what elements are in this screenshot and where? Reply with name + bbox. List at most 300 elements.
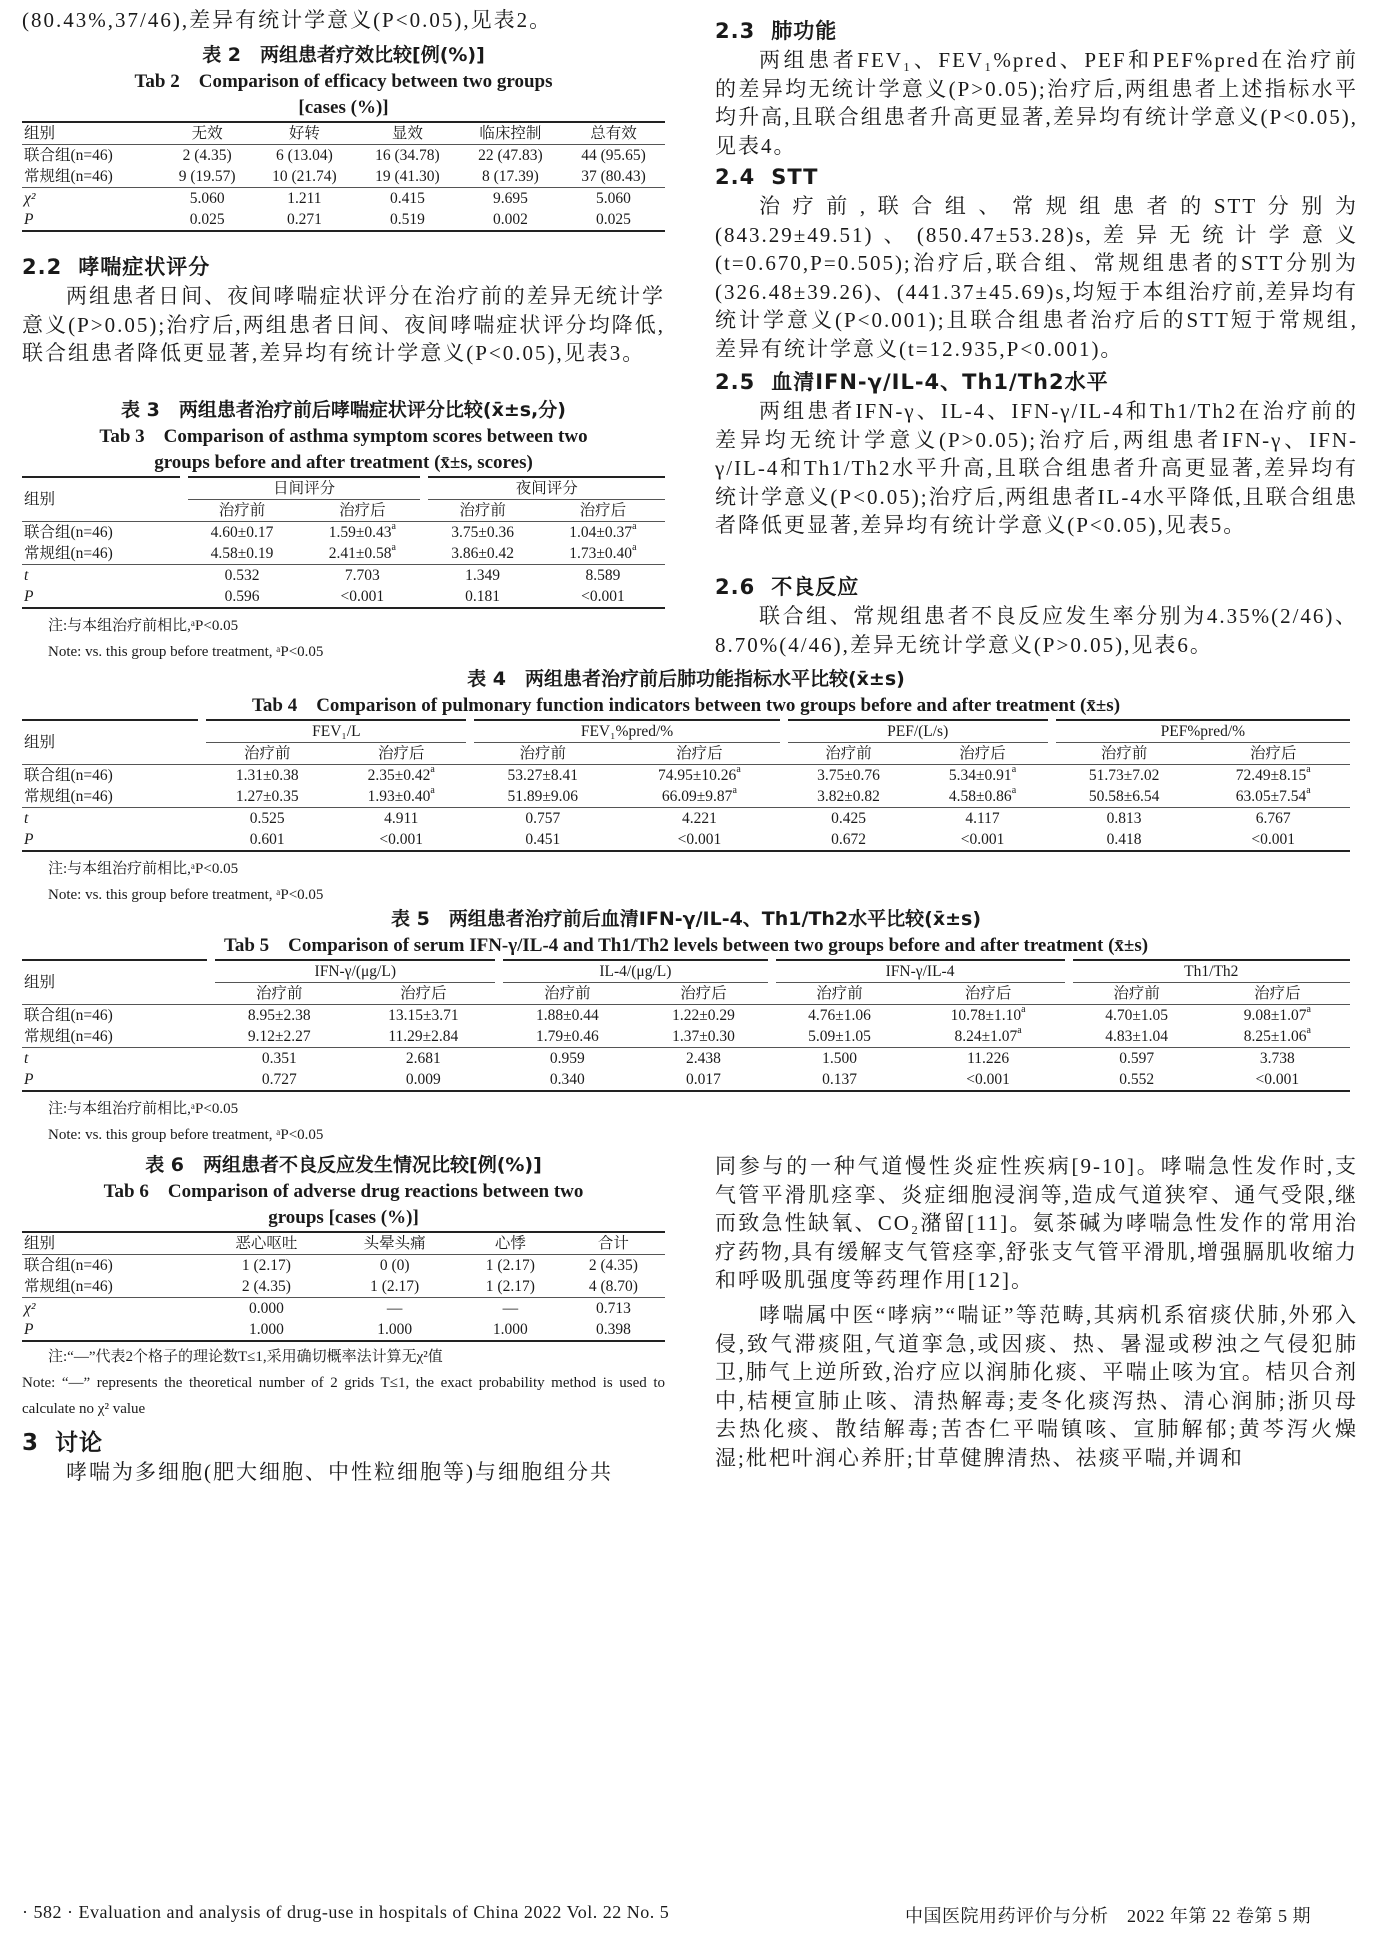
table-cell <box>913 786 1051 808</box>
table-cell: 0.601 <box>249 831 285 848</box>
table-cell: 0.672 <box>831 831 866 848</box>
row-label: 联合组(n=46) <box>24 1257 113 1274</box>
table-cell <box>615 786 783 808</box>
column-header: 治疗后 <box>300 500 424 522</box>
significance-marker: a <box>391 521 396 532</box>
table-row <box>22 1005 1350 1027</box>
table-3-block <box>22 397 665 665</box>
section-heading <box>22 252 665 282</box>
table-cell: 4.83±1.04 <box>1105 1028 1169 1045</box>
section-2-3 <box>715 16 1358 160</box>
group-header: PEF%pred/% <box>1052 720 1350 743</box>
table-cell: 8 (17.39) <box>482 168 539 185</box>
stat-label: t <box>22 808 202 830</box>
table-cell: 4.117 <box>913 808 1051 830</box>
table-row <box>22 1026 1350 1048</box>
table-cell: 0.181 <box>465 588 501 605</box>
continued-text: (80.43%,37/46),差异有统计学意义(P<0.05),见表2。 <box>22 8 553 32</box>
cell-value: 10.78±1.10 <box>950 1007 1022 1024</box>
cell-value: 4.58±0.86 <box>948 788 1012 805</box>
table-cell: 0.552 <box>1119 1071 1155 1088</box>
significance-marker: a <box>1306 785 1311 796</box>
group-header: FEV₁/L <box>202 720 470 743</box>
table-cell: <0.001 <box>581 588 625 605</box>
table-row <box>22 765 1350 787</box>
table-cell: 0.137 <box>822 1071 857 1088</box>
table-cell: <0.001 <box>966 1071 1010 1088</box>
stat-label: t <box>22 1048 211 1070</box>
section-number: 2.5 <box>715 370 756 394</box>
sub-header-row <box>22 983 1350 1005</box>
table-cell: 11.29±2.84 <box>388 1028 459 1045</box>
table-cell: 0.000 <box>202 1298 330 1320</box>
table-cell: 9.695 <box>459 188 562 210</box>
table-row <box>22 543 665 565</box>
group-header: Th1/Th2 <box>1069 960 1350 983</box>
section-number: 2.2 <box>22 255 63 279</box>
table-cell <box>541 543 665 565</box>
table-cell: 0.713 <box>562 1298 665 1320</box>
table-cell: 0.025 <box>596 211 631 228</box>
table-cell: 4.911 <box>332 808 470 830</box>
column-header: 治疗前 <box>184 500 300 522</box>
column-header: 治疗后 <box>913 743 1051 765</box>
table-cell: 0.813 <box>1052 808 1197 830</box>
section-2-4 <box>715 162 1358 364</box>
table-cell: 0.418 <box>1106 831 1142 848</box>
significance-marker: a <box>1011 785 1017 796</box>
section-2-6 <box>715 572 1358 659</box>
section-number: 2.4 <box>715 165 756 189</box>
table-title-en: Tab 6 Comparison of adverse drug reactions between two <box>103 1181 584 1202</box>
cell-value: 74.95±10.26 <box>658 767 737 784</box>
column-header: 显效 <box>356 122 459 145</box>
table-cell: 0.727 <box>261 1071 297 1088</box>
table-cell: 2.681 <box>347 1048 499 1070</box>
footer-journal: 中国医院用药评价与分析 2022 年第 22 卷第 5 期 <box>905 1906 1311 1926</box>
table-cell: 6 (13.04) <box>275 147 333 164</box>
table-title-en: Tab 4 Comparison of pulmonary function indicators between two groups before and after treatment (x̄±s) <box>251 695 1121 716</box>
stat-label: χ² <box>22 188 161 210</box>
section-number: 3 <box>22 1430 40 1456</box>
table-cell <box>908 1026 1069 1048</box>
section-heading <box>22 1428 665 1458</box>
table-cell: <0.001 <box>379 831 424 848</box>
table-cell: 0.025 <box>189 211 225 228</box>
row-label: 常规组(n=46) <box>24 1028 113 1045</box>
significance-marker: a <box>430 764 435 775</box>
column-header: 治疗前 <box>211 983 347 1005</box>
table-cell: 4 (8.70) <box>588 1278 638 1295</box>
table-cell: <0.001 <box>677 831 722 848</box>
table-cell: 0.525 <box>202 808 332 830</box>
group-header: IFN-γ/IL-4 <box>772 960 1069 983</box>
table-cell <box>1205 1026 1350 1048</box>
table-note-en: Note: vs. this group before treatment, ᵃP<0.05 <box>48 644 324 660</box>
table-cell: 0.532 <box>184 565 300 587</box>
row-label: 联合组(n=46) <box>24 524 113 541</box>
table-cell: 1 (2.17) <box>485 1278 535 1295</box>
header-row <box>22 1232 665 1255</box>
table-cell: 5.09±1.05 <box>808 1028 871 1045</box>
sub-header-row <box>22 743 1350 765</box>
section-title: 肺功能 <box>771 19 838 43</box>
section-2-2 <box>22 252 665 368</box>
column-header: 治疗前 <box>772 983 908 1005</box>
section-number: 2.3 <box>715 19 756 43</box>
table-cell: 0.519 <box>389 211 425 228</box>
section-heading <box>715 16 1358 46</box>
table-cell: 2.438 <box>635 1048 771 1070</box>
table-row <box>22 1255 665 1277</box>
table-cell: 1.37±0.30 <box>672 1028 735 1045</box>
significance-marker: a <box>1306 1004 1311 1015</box>
column-header: 治疗前 <box>1069 983 1205 1005</box>
stat-label: χ² <box>22 1298 202 1320</box>
header-row <box>22 122 665 145</box>
table-cell: 1.000 <box>248 1321 284 1338</box>
column-header: 治疗后 <box>635 983 771 1005</box>
column-header: 治疗前 <box>424 500 540 522</box>
table-cell: 9.12±2.27 <box>247 1028 311 1045</box>
column-header: 组别 <box>22 122 161 145</box>
table-cell: 0.351 <box>211 1048 347 1070</box>
table-cell: 4.60±0.17 <box>210 524 274 541</box>
table-title-cn: 表 6 两组患者不良反应发生情况比较[例(%)] <box>145 1154 542 1176</box>
table-cell: 10 (21.74) <box>272 168 337 185</box>
table-cell: 6.767 <box>1196 808 1350 830</box>
table-cell <box>332 786 470 808</box>
section-text: 两组患者日间、夜间哮喘症状评分在治疗前的差异无统计学意义(P>0.05);治疗后,两组患者日间、夜间哮喘症状评分均降低,联合组患者降低更显著,差异均有统计学意义(P<0.05),见表3。 <box>22 284 665 366</box>
row-label: 常规组(n=46) <box>24 545 113 562</box>
section-heading <box>715 162 1358 192</box>
table-cell: 3.86±0.42 <box>451 545 514 562</box>
section-2-5 <box>715 367 1358 540</box>
table-cell: 51.89±9.06 <box>507 788 579 805</box>
table-cell: <0.001 <box>1251 831 1296 848</box>
table-cell: 13.15±3.71 <box>388 1007 459 1024</box>
cell-value: 72.49±8.15 <box>1235 767 1307 784</box>
table-title-en: Tab 3 Comparison of asthma symptom scores between two <box>99 426 588 447</box>
column-header: 治疗后 <box>615 743 783 765</box>
table-title-en: Tab 5 Comparison of serum IFN-γ/IL-4 and Th1/Th2 levels between two groups before and after treatment (x̄±s) <box>223 935 1149 956</box>
significance-marker: a <box>1011 764 1017 775</box>
stats-row <box>22 565 665 587</box>
section-number: 2.6 <box>715 575 756 599</box>
table-cell: 1.000 <box>377 1321 413 1338</box>
table-cell: 0.425 <box>784 808 914 830</box>
column-header: 治疗后 <box>1205 983 1350 1005</box>
column-header: 组别 <box>22 960 211 1005</box>
table-cell: 2 (4.35) <box>588 1257 638 1274</box>
column-header: 组别 <box>22 477 184 522</box>
table-cell: <0.001 <box>340 588 385 605</box>
table-6-block <box>22 1152 665 1422</box>
table-cell: 3.75±0.36 <box>451 524 514 541</box>
table-cell: 0.398 <box>596 1321 631 1338</box>
column-header: 治疗前 <box>499 983 635 1005</box>
table-2-block <box>22 42 665 232</box>
stat-label: t <box>22 565 184 587</box>
table-title-cn: 表 2 两组患者疗效比较[例(%)] <box>202 44 485 66</box>
table-cell: 4.58±0.19 <box>210 545 274 562</box>
column-header: 组别 <box>22 720 202 765</box>
table-cell: 0.415 <box>356 188 459 210</box>
row-label: 联合组(n=46) <box>24 1007 113 1024</box>
significance-marker: a <box>1306 764 1311 775</box>
row-label: 常规组(n=46) <box>24 168 113 185</box>
table-title-en-2: [cases (%)] <box>298 97 389 118</box>
group-header: 日间评分 <box>184 477 425 500</box>
stat-label: P <box>24 831 34 848</box>
column-header: 治疗前 <box>470 743 615 765</box>
section-title: STT <box>771 165 819 189</box>
significance-marker: a <box>736 764 741 775</box>
stats-row <box>22 1069 1350 1091</box>
table-title-en-2: groups before and after treatment (x̄±s, scores) <box>154 452 533 473</box>
group-header: PEF/(L/s) <box>784 720 1052 743</box>
table-cell: 4.70±1.05 <box>1105 1007 1169 1024</box>
table-5-block <box>22 906 1350 1148</box>
table-title-en-2: groups [cases (%)] <box>268 1207 419 1228</box>
section-title: 讨论 <box>55 1430 104 1456</box>
cell-value: 66.09±9.87 <box>661 788 733 805</box>
table-cell: 3.82±0.82 <box>817 788 880 805</box>
table-cell: 2 (4.35) <box>182 147 232 164</box>
cell-value: 1.93±0.40 <box>367 788 431 805</box>
adverse-reactions-table <box>22 1231 665 1342</box>
column-header: 治疗后 <box>908 983 1069 1005</box>
cell-value: 2.41±0.58 <box>328 545 392 562</box>
table-cell: <0.001 <box>1255 1071 1300 1088</box>
table-cell: 8.589 <box>541 565 665 587</box>
column-header: 治疗前 <box>784 743 914 765</box>
stats-row <box>22 1048 1350 1070</box>
section-heading <box>715 572 1358 602</box>
significance-marker: a <box>391 542 396 553</box>
table-cell: 5.060 <box>161 188 252 210</box>
section-text: 哮喘为多细胞(肥大细胞、中性粒细胞等)与细胞组分共 <box>66 1460 613 1484</box>
table-cell: 0.017 <box>686 1071 721 1088</box>
table-row <box>22 145 665 167</box>
table-note-cn: 注:与本组治疗前相比,ᵃP<0.05 <box>48 1101 239 1117</box>
column-header: 头晕头痛 <box>331 1232 459 1255</box>
footer-page-info: · 582 · Evaluation and analysis of drug-use in hospitals of China 2022 Vol. 22 No. 5 <box>22 1902 670 1922</box>
table-cell: 1.211 <box>253 188 356 210</box>
significance-marker: a <box>1017 1025 1022 1036</box>
table-cell: 37 (80.43) <box>581 168 646 185</box>
table-cell: 3.75±0.76 <box>817 767 880 784</box>
stat-label: P <box>24 588 34 605</box>
table-cell: 1 (2.17) <box>485 1257 535 1274</box>
row-label: 联合组(n=46) <box>24 147 113 164</box>
cell-value: 8.24±1.07 <box>954 1028 1018 1045</box>
table-cell: 1.500 <box>772 1048 908 1070</box>
table-note-en: Note: vs. this group before treatment, ᵃP<0.05 <box>48 887 324 903</box>
table-cell: 1.349 <box>424 565 540 587</box>
section-title: 哮喘症状评分 <box>78 255 211 279</box>
table-cell: — <box>459 1298 562 1320</box>
table-cell: 0.009 <box>405 1071 441 1088</box>
table-cell: 1.22±0.29 <box>672 1007 735 1024</box>
table-cell: 0.959 <box>499 1048 635 1070</box>
table-cell: 0.271 <box>286 211 322 228</box>
row-label: 联合组(n=46) <box>24 767 113 784</box>
cell-value: 2.35±0.42 <box>367 767 431 784</box>
table-title-cn: 表 5 两组患者治疗前后血清IFN-γ/IL-4、Th1/Th2水平比较(x̄±s) <box>390 908 982 930</box>
serum-levels-table <box>22 959 1350 1092</box>
column-header: 组别 <box>22 1232 202 1255</box>
cell-value: 63.05±7.54 <box>1235 788 1307 805</box>
table-cell <box>1205 1005 1350 1027</box>
table-cell <box>300 522 424 544</box>
row-label: 常规组(n=46) <box>24 788 113 805</box>
table-row <box>22 786 1350 808</box>
group-header: FEV₁%pred/% <box>470 720 783 743</box>
table-cell: 19 (41.30) <box>375 168 440 185</box>
group-header: 夜间评分 <box>424 477 665 500</box>
discussion-paragraph-2: 哮喘属中医“哮病”“喘证”等范畴,其病机系宿痰伏肺,外邪入侵,致气滞痰阻,气道挛急,或因痰、热、暑湿或秽浊之气侵犯肺卫,肺气上逆所致,治疗应以润肺化痰、平喘止咳为宜。桔贝合剂中,桔梗宣肺止咳、清热解毒;麦冬化痰泻热、清心润肺;浙贝母去热化痰、散结解毒;苦杏仁平喘镇咳、宣肺解郁;黄芩泻火燥湿;枇杷叶润心养肝;甘草健脾清热、祛痰平喘,并调和 <box>715 1302 1358 1470</box>
table-note-cn: 注:与本组治疗前相比,ᵃP<0.05 <box>48 861 239 877</box>
table-cell: 1.27±0.35 <box>235 788 299 805</box>
section-heading <box>715 367 1358 397</box>
discussion-continued <box>715 1152 1358 1473</box>
table-cell <box>913 765 1051 787</box>
stats-row <box>22 1319 665 1341</box>
asthma-score-table <box>22 476 665 609</box>
table-cell <box>541 522 665 544</box>
table-cell: 8.95±2.38 <box>247 1007 311 1024</box>
table-row <box>22 522 665 544</box>
table-title-en: Tab 2 Comparison of efficacy between two groups <box>134 71 553 92</box>
table-cell: 53.27±8.41 <box>507 767 579 784</box>
significance-marker: a <box>1306 1025 1311 1036</box>
cell-value: 1.59±0.43 <box>328 524 392 541</box>
column-header: 无效 <box>161 122 252 145</box>
stat-label: P <box>24 1071 34 1088</box>
table-cell: 1.000 <box>492 1321 528 1338</box>
table-cell: 2 (4.35) <box>241 1278 291 1295</box>
table-cell: 4.76±1.06 <box>808 1007 871 1024</box>
table-cell: 0 (0) <box>379 1257 410 1274</box>
table-cell <box>908 1005 1069 1027</box>
stats-row <box>22 829 1350 851</box>
column-header: 治疗后 <box>332 743 470 765</box>
table-note-cn: 注:“—”代表2个格子的理论数T≤1,采用确切概率法计算无χ²值 <box>48 1349 443 1365</box>
table-cell: 7.703 <box>300 565 424 587</box>
group-header: IL-4/(μg/L) <box>499 960 771 983</box>
significance-marker: a <box>632 521 637 532</box>
stats-row <box>22 188 665 210</box>
stats-row <box>22 586 665 608</box>
significance-marker: a <box>732 785 737 796</box>
significance-marker: a <box>1021 1004 1026 1015</box>
table-cell: 3.738 <box>1205 1048 1350 1070</box>
group-header-row <box>22 720 1350 743</box>
column-header: 治疗后 <box>1196 743 1350 765</box>
section-3 <box>22 1428 665 1487</box>
table-cell <box>1196 765 1350 787</box>
section-title: 血清IFN-γ/IL-4、Th1/Th2水平 <box>771 370 1109 394</box>
table-cell <box>1196 786 1350 808</box>
stats-row <box>22 808 1350 830</box>
table-cell <box>332 765 470 787</box>
table-cell: 0.002 <box>493 211 528 228</box>
table-title-cn: 表 3 两组患者治疗前后哮喘症状评分比较(x̄±s,分) <box>121 399 566 421</box>
table-cell: — <box>331 1298 459 1320</box>
table-cell: 22 (47.83) <box>478 147 543 164</box>
table-4-block <box>22 666 1350 908</box>
column-header: 治疗前 <box>1052 743 1197 765</box>
table-cell: 1.88±0.44 <box>535 1007 599 1024</box>
stat-label: P <box>24 211 34 228</box>
stat-label: P <box>24 1321 34 1338</box>
table-cell: 1.31±0.38 <box>235 767 299 784</box>
pulmonary-function-table <box>22 719 1350 852</box>
table-note-en: Note: vs. this group before treatment, ᵃP<0.05 <box>48 1127 324 1143</box>
column-header: 合计 <box>562 1232 665 1255</box>
table-cell <box>300 543 424 565</box>
table-cell: 4.221 <box>615 808 783 830</box>
table-cell: 9 (19.57) <box>178 168 236 185</box>
table-cell: 11.226 <box>908 1048 1069 1070</box>
column-header: 心悸 <box>459 1232 562 1255</box>
row-label: 常规组(n=46) <box>24 1278 113 1295</box>
efficacy-table <box>22 121 665 232</box>
table-cell: 44 (95.65) <box>581 147 646 164</box>
column-header: 治疗前 <box>202 743 332 765</box>
stats-row <box>22 1298 665 1320</box>
significance-marker: a <box>632 542 637 553</box>
table-cell <box>615 765 783 787</box>
table-cell: 0.597 <box>1069 1048 1205 1070</box>
column-header: 总有效 <box>562 122 665 145</box>
table-cell: 0.596 <box>224 588 260 605</box>
table-cell: 0.340 <box>549 1071 585 1088</box>
table-cell: 16 (34.78) <box>375 147 440 164</box>
table-note-cn: 注:与本组治疗前相比,ᵃP<0.05 <box>48 618 239 634</box>
cell-value: 5.34±0.91 <box>948 767 1012 784</box>
column-header: 好转 <box>253 122 356 145</box>
table-cell: 50.58±6.54 <box>1088 788 1160 805</box>
table-note-en: Note: “—” represents the theoretical number of 2 grids T≤1, the exact probability method is used to calculate no χ² value <box>22 1375 665 1417</box>
section-text: 联合组、常规组患者不良反应发生率分别为4.35%(2/46)、8.70%(4/46),差异无统计学意义(P>0.05),见表6。 <box>715 604 1358 657</box>
column-header: 恶心呕吐 <box>202 1232 330 1255</box>
group-header-row <box>22 960 1350 983</box>
column-header: 治疗后 <box>347 983 499 1005</box>
table-cell: <0.001 <box>960 831 1005 848</box>
table-cell: 0.757 <box>470 808 615 830</box>
section-text: 两组患者FEV₁、FEV₁%pred、PEF和PEF%pred在治疗前的差异均无统计学意义(P>0.05);治疗后,两组患者上述指标水平均升高,且联合组患者升高更显著,差异均有统计学意义(P<0.05),见表4。 <box>715 48 1358 158</box>
table-title-cn: 表 4 两组患者治疗前后肺功能指标水平比较(x̄±s) <box>467 668 905 690</box>
table-row <box>22 1276 665 1298</box>
table-cell: 1 (2.17) <box>370 1278 420 1295</box>
cell-value: 8.25±1.06 <box>1243 1028 1307 1045</box>
table-row <box>22 166 665 188</box>
column-header: 临床控制 <box>459 122 562 145</box>
column-header: 治疗后 <box>541 500 665 522</box>
table-cell: 0.451 <box>525 831 561 848</box>
group-header-row <box>22 477 665 500</box>
cell-value: 1.04±0.37 <box>569 524 633 541</box>
table-cell: 1 (2.17) <box>241 1257 291 1274</box>
discussion-paragraph-1: 同参与的一种气道慢性炎症性疾病[9-10]。哮喘急性发作时,支气管平滑肌痉挛、炎症细胞浸润等,造成气道狭窄、通气受限,继而致急性缺氧、CO₂潴留[11]。氨茶碱为哮喘急性发作的常用治疗药物,具有缓解支气管痉挛,舒张支气管平滑肌,增强膈肌收缩力和呼吸肌强度等药理作用[12]。 <box>715 1154 1358 1293</box>
table-cell: 51.73±7.02 <box>1088 767 1160 784</box>
cell-value: 1.73±0.40 <box>569 545 633 562</box>
table-cell: 5.060 <box>562 188 665 210</box>
stats-row <box>22 209 665 231</box>
table-cell: 1.79±0.46 <box>535 1028 599 1045</box>
